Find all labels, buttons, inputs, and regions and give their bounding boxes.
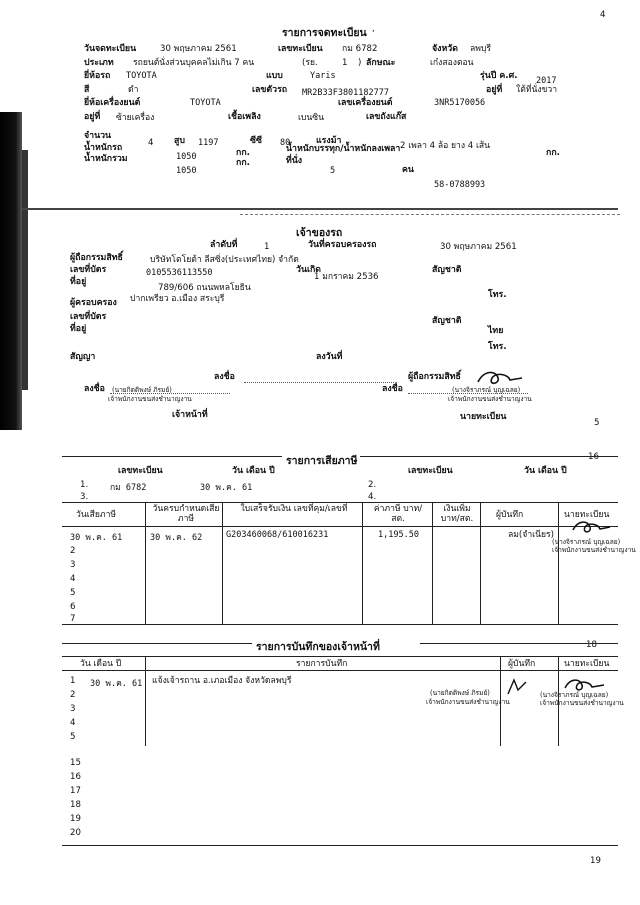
model-label: แบบ xyxy=(266,71,283,81)
brand-label: ยี่ห้อรถ xyxy=(84,71,111,81)
id-number: 0105536113550 xyxy=(146,268,213,278)
engine-pos-label: อยู่ที่ xyxy=(84,112,101,122)
notes-officer-name: (นายกิตติพงษ์ ภิรมย์) xyxy=(430,689,490,697)
load-label: น้ำหนักบรรทุก/น้ำหนักลงเพลา xyxy=(286,144,401,154)
hp: 80 xyxy=(280,138,291,148)
axle: 2 เพลา 4 ล้อ ยาง 4 เส้น xyxy=(400,141,491,151)
color: ดำ xyxy=(128,85,139,95)
addr2-label: ที่อยู่ xyxy=(70,324,87,334)
addr-line-2: ปากเพรียว อ.เมือง สระบุรี xyxy=(130,294,225,304)
tax-col-receipt: ใบเสร็จรับเงิน เลขที่คุม/เลขที่ xyxy=(240,504,348,514)
nationality-label: สัญชาติ xyxy=(432,265,462,275)
province: ลพบุรี xyxy=(470,44,492,54)
tax-col-amount: ค่าภาษี บาท/สต. xyxy=(373,504,423,524)
gross: 1050 xyxy=(176,166,197,176)
tax-left-date: 30 พ.ค. 61 xyxy=(200,483,253,493)
tel2-label: โทร. xyxy=(488,342,507,352)
notes-registrar-title: เจ้าพนักงานขนส่งชำนาญงาน xyxy=(540,699,624,707)
order-label: ลำดับที่ xyxy=(210,240,238,250)
addr-line-1: 789/606 ถนนพหลโยธิน xyxy=(158,283,251,293)
notes-col-registrar: นายทะเบียน xyxy=(564,659,610,669)
engine-pos: ซ้ายเครื่อง xyxy=(116,113,155,123)
notes-heading: รายการบันทึกของเจ้าหน้าที่ xyxy=(256,641,380,653)
tax-col-recorder: ผู้บันทึก xyxy=(496,510,524,520)
year: 2017 xyxy=(536,76,557,86)
province-label: จังหวัด xyxy=(432,44,458,54)
tax-left-regno: กม 6782 xyxy=(110,483,147,493)
possess-date: 30 พฤษภาคม 2561 xyxy=(440,242,517,252)
seats: 5 xyxy=(330,166,336,176)
tax-row1-receipt: G203460068/610016231 xyxy=(226,530,329,540)
tax-col-due: วันครบกำหนดเสียภาษี xyxy=(152,504,220,524)
birth: 1 มกราคม 2536 xyxy=(314,272,379,282)
reg-date-label: วันจดทะเบียน xyxy=(84,44,137,54)
ros-label: (รย. xyxy=(302,58,318,68)
notes-row1-text: แจ้งเจ้ารถาน อ.เภอเมือง จังหวัดลพบุรี xyxy=(152,676,292,686)
officer-sign-label: ลงชื่อ xyxy=(84,384,105,394)
registrar-name: (นางจิราภรณ์ บุญเฉลย) xyxy=(452,386,521,394)
chassis: MR2B33F3801182777 xyxy=(302,88,389,98)
type-label: ประเภท xyxy=(84,58,114,68)
notes-col-recorder: ผู้บันทึก xyxy=(508,659,536,669)
tel-label: โทร. xyxy=(488,290,507,300)
notes-col-record: รายการบันทึก xyxy=(296,659,348,669)
ros: 1 xyxy=(342,58,348,68)
year-label: รุ่นปี ค.ศ. xyxy=(480,71,518,81)
model: Yaris xyxy=(310,71,336,81)
contract-date-label: ลงวันที่ xyxy=(316,352,343,362)
id2-label: เลขที่บัตร xyxy=(70,312,107,322)
gross-label: น้ำหนักรวม xyxy=(84,154,128,164)
gas-tank-label: เลขถังแก๊ส xyxy=(366,112,407,122)
tax-row1-date: 30 พ.ค. 61 xyxy=(70,533,123,543)
scan-artifact-2 xyxy=(22,150,28,390)
holder-label: ผู้ถือกรรมสิทธิ์ xyxy=(70,253,123,263)
tax-row1-due: 30 พ.ค. 62 xyxy=(150,533,203,543)
weight-label: น้ำหนักรถ xyxy=(84,143,123,153)
officer-name: (นายกิตติพงษ์ ภิรมย์) xyxy=(112,386,172,394)
brand: TOYOTA xyxy=(126,71,157,81)
engine-no-label: เลขเครื่องยนต์ xyxy=(338,98,393,108)
tax-registrar-title: เจ้าพนักงานขนส่งชำนาญงาน xyxy=(552,546,636,554)
reg-no-label: เลขทะเบียน xyxy=(278,44,323,54)
fuel: เบนซิน xyxy=(298,113,324,123)
id-label: เลขที่บัตร xyxy=(70,265,107,275)
holder: บริษัทโตโยต้า ลีสซิ่ง(ประเทศไทย) จำกัด xyxy=(150,255,299,265)
nationality2-label: สัญชาติ xyxy=(432,316,462,326)
owner-heading: เจ้าของรถ xyxy=(296,227,343,239)
chassis-pos: ใต้ที่นั่งขวา xyxy=(516,85,558,95)
tax-registrar-name: (นางจิราภรณ์ บุญเฉลย) xyxy=(552,538,621,546)
engine-brand: TOYOTA xyxy=(190,98,221,108)
notes-registrar-name: (นางจิราภรณ์ บุญเฉลย) xyxy=(540,691,609,699)
cyl-label: จำนวน xyxy=(84,131,112,141)
registration-heading: รายการจดทะเบียน xyxy=(282,27,367,39)
birth-label: วันเกิด xyxy=(296,265,321,275)
tax-h-date: วัน เดือน ปี xyxy=(232,466,275,476)
contract-label: สัญญา xyxy=(70,352,96,362)
engine-brand-label: ยี่ห้อเครื่องยนต์ xyxy=(84,98,141,108)
weight: 1050 xyxy=(176,152,197,162)
cyl: 4 xyxy=(148,138,154,148)
tax-col-surcharge: เงินเพิ่ม บาท/สต. xyxy=(440,504,474,524)
notes-row1-date: 30 พ.ค. 61 xyxy=(90,679,143,689)
sign-holder-label: ผู้ถือกรรมสิทธิ์ xyxy=(408,372,461,382)
tax-h-regno: เลขทะเบียน xyxy=(118,466,163,476)
tax-col-registrar: นายทะเบียน xyxy=(564,510,610,520)
engine-no: 3NR5170056 xyxy=(434,98,486,108)
reg-date: 30 พฤษภาคม 2561 xyxy=(160,44,237,54)
page-number-5: 19 xyxy=(590,856,601,866)
officer-role: เจ้าหน้าที่ xyxy=(172,410,208,420)
page-number-2: 5 xyxy=(594,418,600,428)
officer-title: เจ้าพนักงานขนส่งชำนาญงาน xyxy=(108,395,192,403)
scan-artifact xyxy=(0,112,22,430)
registrar-title: เจ้าพนักงานขนส่งชำนาญงาน xyxy=(448,395,532,403)
scan-line xyxy=(22,208,618,210)
tax-h-date2: วัน เดือน ปี xyxy=(524,466,567,476)
chassis-label: เลขตัวรถ xyxy=(252,85,288,95)
style-label: ลักษณะ xyxy=(366,58,396,68)
registrar-role: นายทะเบียน xyxy=(460,412,507,422)
type: รถยนต์นั่งส่วนบุคคลไม่เกิน 7 คน xyxy=(133,58,255,68)
tax-row1-amount: 1,195.50 xyxy=(378,530,419,540)
fuel-label: เชื้อเพลิง xyxy=(228,112,261,122)
reg-no: กม 6782 xyxy=(342,44,378,54)
possessor-label: ผู้ครอบครอง xyxy=(70,298,117,308)
notes-col-date: วัน เดือน ปี xyxy=(80,659,122,669)
page-number-4: 18 xyxy=(586,640,597,650)
nationality2: ไทย xyxy=(488,326,504,336)
tax-heading: รายการเสียภาษี xyxy=(286,455,358,467)
tax-col-date: วันเสียภาษี xyxy=(76,510,117,520)
chassis-pos-label: อยู่ที่ xyxy=(486,85,503,95)
seats-label: ที่นั่ง xyxy=(286,156,303,166)
notes-recorder-signature xyxy=(504,676,534,698)
tax-registrar-signature xyxy=(570,518,614,538)
page-number: 4 xyxy=(600,10,606,20)
possess-date-label: วันที่ครอบครองรถ xyxy=(308,240,377,250)
tax-h-regno2: เลขทะเบียน xyxy=(408,466,453,476)
serial-number: 58-0788993 xyxy=(434,180,486,190)
notes-officer-title: เจ้าพนักงานขนส่งชำนาญงาน xyxy=(426,698,510,706)
registrar-sign-label: ลงชื่อ xyxy=(382,384,403,394)
page-number-3: 16 xyxy=(588,452,599,462)
registrar-signature xyxy=(474,368,530,390)
addr-label: ที่อยู่ xyxy=(70,277,87,287)
order: 1 xyxy=(264,242,270,252)
color-label: สี xyxy=(84,85,90,95)
style: เก๋งสองตอน xyxy=(430,58,474,68)
cc: 1197 xyxy=(198,138,219,148)
tax-row1-recorder: ลม(จำเนียร) xyxy=(508,530,554,540)
sign-label: ลงชื่อ xyxy=(214,372,235,382)
